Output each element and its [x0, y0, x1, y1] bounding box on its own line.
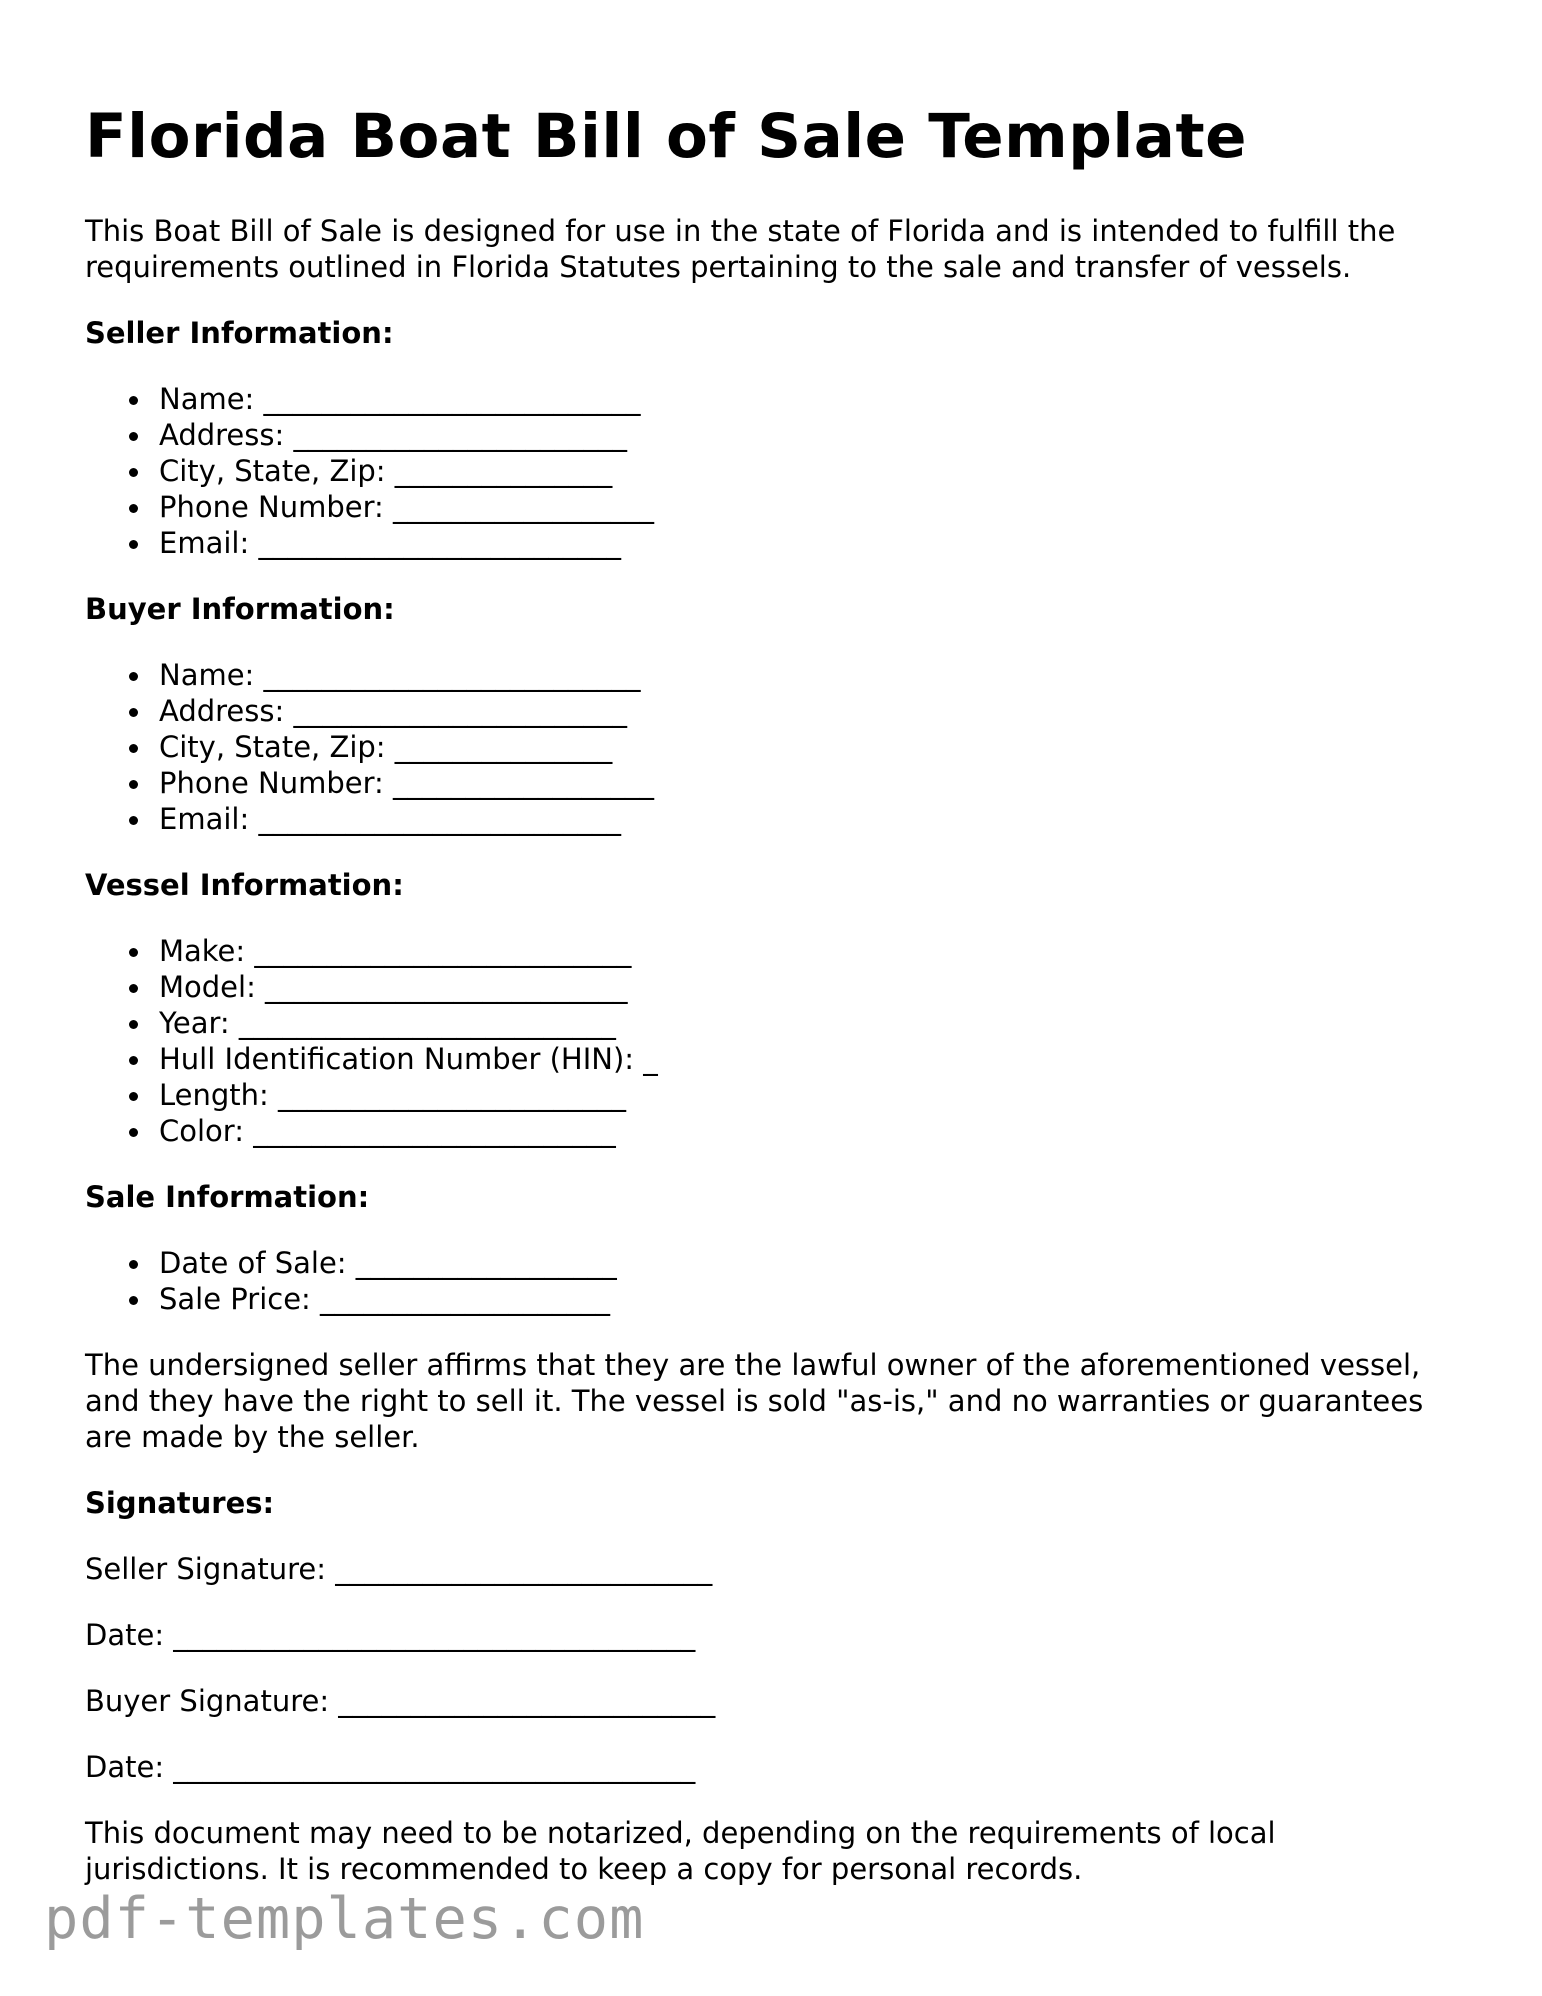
sale-info-list — [85, 1245, 1465, 1317]
vessel-length-field: Length: ________________________ — [159, 1077, 1465, 1113]
watermark-text: pdf-templates.com — [44, 1886, 645, 1952]
buyer-date-line: Date: ____________________________________ — [85, 1750, 696, 1785]
vessel-section-heading: Vessel Information: — [85, 868, 404, 903]
document-page — [85, 100, 1465, 1887]
buyer-section-heading: Buyer Information: — [85, 592, 395, 627]
signatures-section-heading: Signatures: — [85, 1486, 275, 1521]
sale-price-field: Sale Price: ____________________ — [159, 1281, 1465, 1317]
vessel-info-list — [85, 933, 1465, 1149]
vessel-year-field: Year: __________________________ — [159, 1005, 1465, 1041]
buyer-city-state-zip-field: City, State, Zip: _______________ — [159, 729, 1465, 765]
vessel-hin-field: Hull Identification Number (HIN): _ — [159, 1041, 1465, 1077]
seller-city-state-zip-field: City, State, Zip: _______________ — [159, 453, 1465, 489]
sale-section-heading: Sale Information: — [85, 1180, 370, 1215]
vessel-model-field: Model: _________________________ — [159, 969, 1465, 1005]
vessel-color-field: Color: _________________________ — [159, 1113, 1465, 1149]
buyer-email-field: Email: _________________________ — [159, 801, 1465, 837]
document-title: Florida Boat Bill of Sale Template — [85, 101, 1247, 172]
seller-signature-line: Seller Signature: __________________________ — [85, 1552, 713, 1587]
buyer-info-list — [85, 657, 1465, 837]
buyer-name-field: Name: __________________________ — [159, 657, 1465, 693]
buyer-phone-field: Phone Number: __________________ — [159, 765, 1465, 801]
seller-name-field: Name: __________________________ — [159, 381, 1465, 417]
seller-section-heading: Seller Information: — [85, 316, 394, 351]
seller-date-line: Date: ____________________________________ — [85, 1618, 696, 1653]
seller-address-field: Address: _______________________ — [159, 417, 1465, 453]
sale-date-field: Date of Sale: __________________ — [159, 1245, 1465, 1281]
buyer-signature-line: Buyer Signature: __________________________ — [85, 1684, 716, 1719]
buyer-address-field: Address: _______________________ — [159, 693, 1465, 729]
seller-info-list — [85, 381, 1465, 561]
seller-phone-field: Phone Number: __________________ — [159, 489, 1465, 525]
affirmation-paragraph: The undersigned seller affirms that they are the lawful owner of the aforementioned vessel, and they have the right to sell it. The vessel is sold "as-is," and no warranties or guarantees are made by the seller. — [85, 1348, 1424, 1455]
seller-email-field: Email: _________________________ — [159, 525, 1465, 561]
intro-paragraph: This Boat Bill of Sale is designed for use in the state of Florida and is intended to fulfill the requirements outlined in Florida Statutes pertaining to the sale and transfer of vessels. — [85, 214, 1396, 285]
vessel-make-field: Make: __________________________ — [159, 933, 1465, 969]
notarization-note: This document may need to be notarized, depending on the requirements of local jurisdictions. It is recommended to keep a copy for personal records. — [85, 1816, 1276, 1887]
